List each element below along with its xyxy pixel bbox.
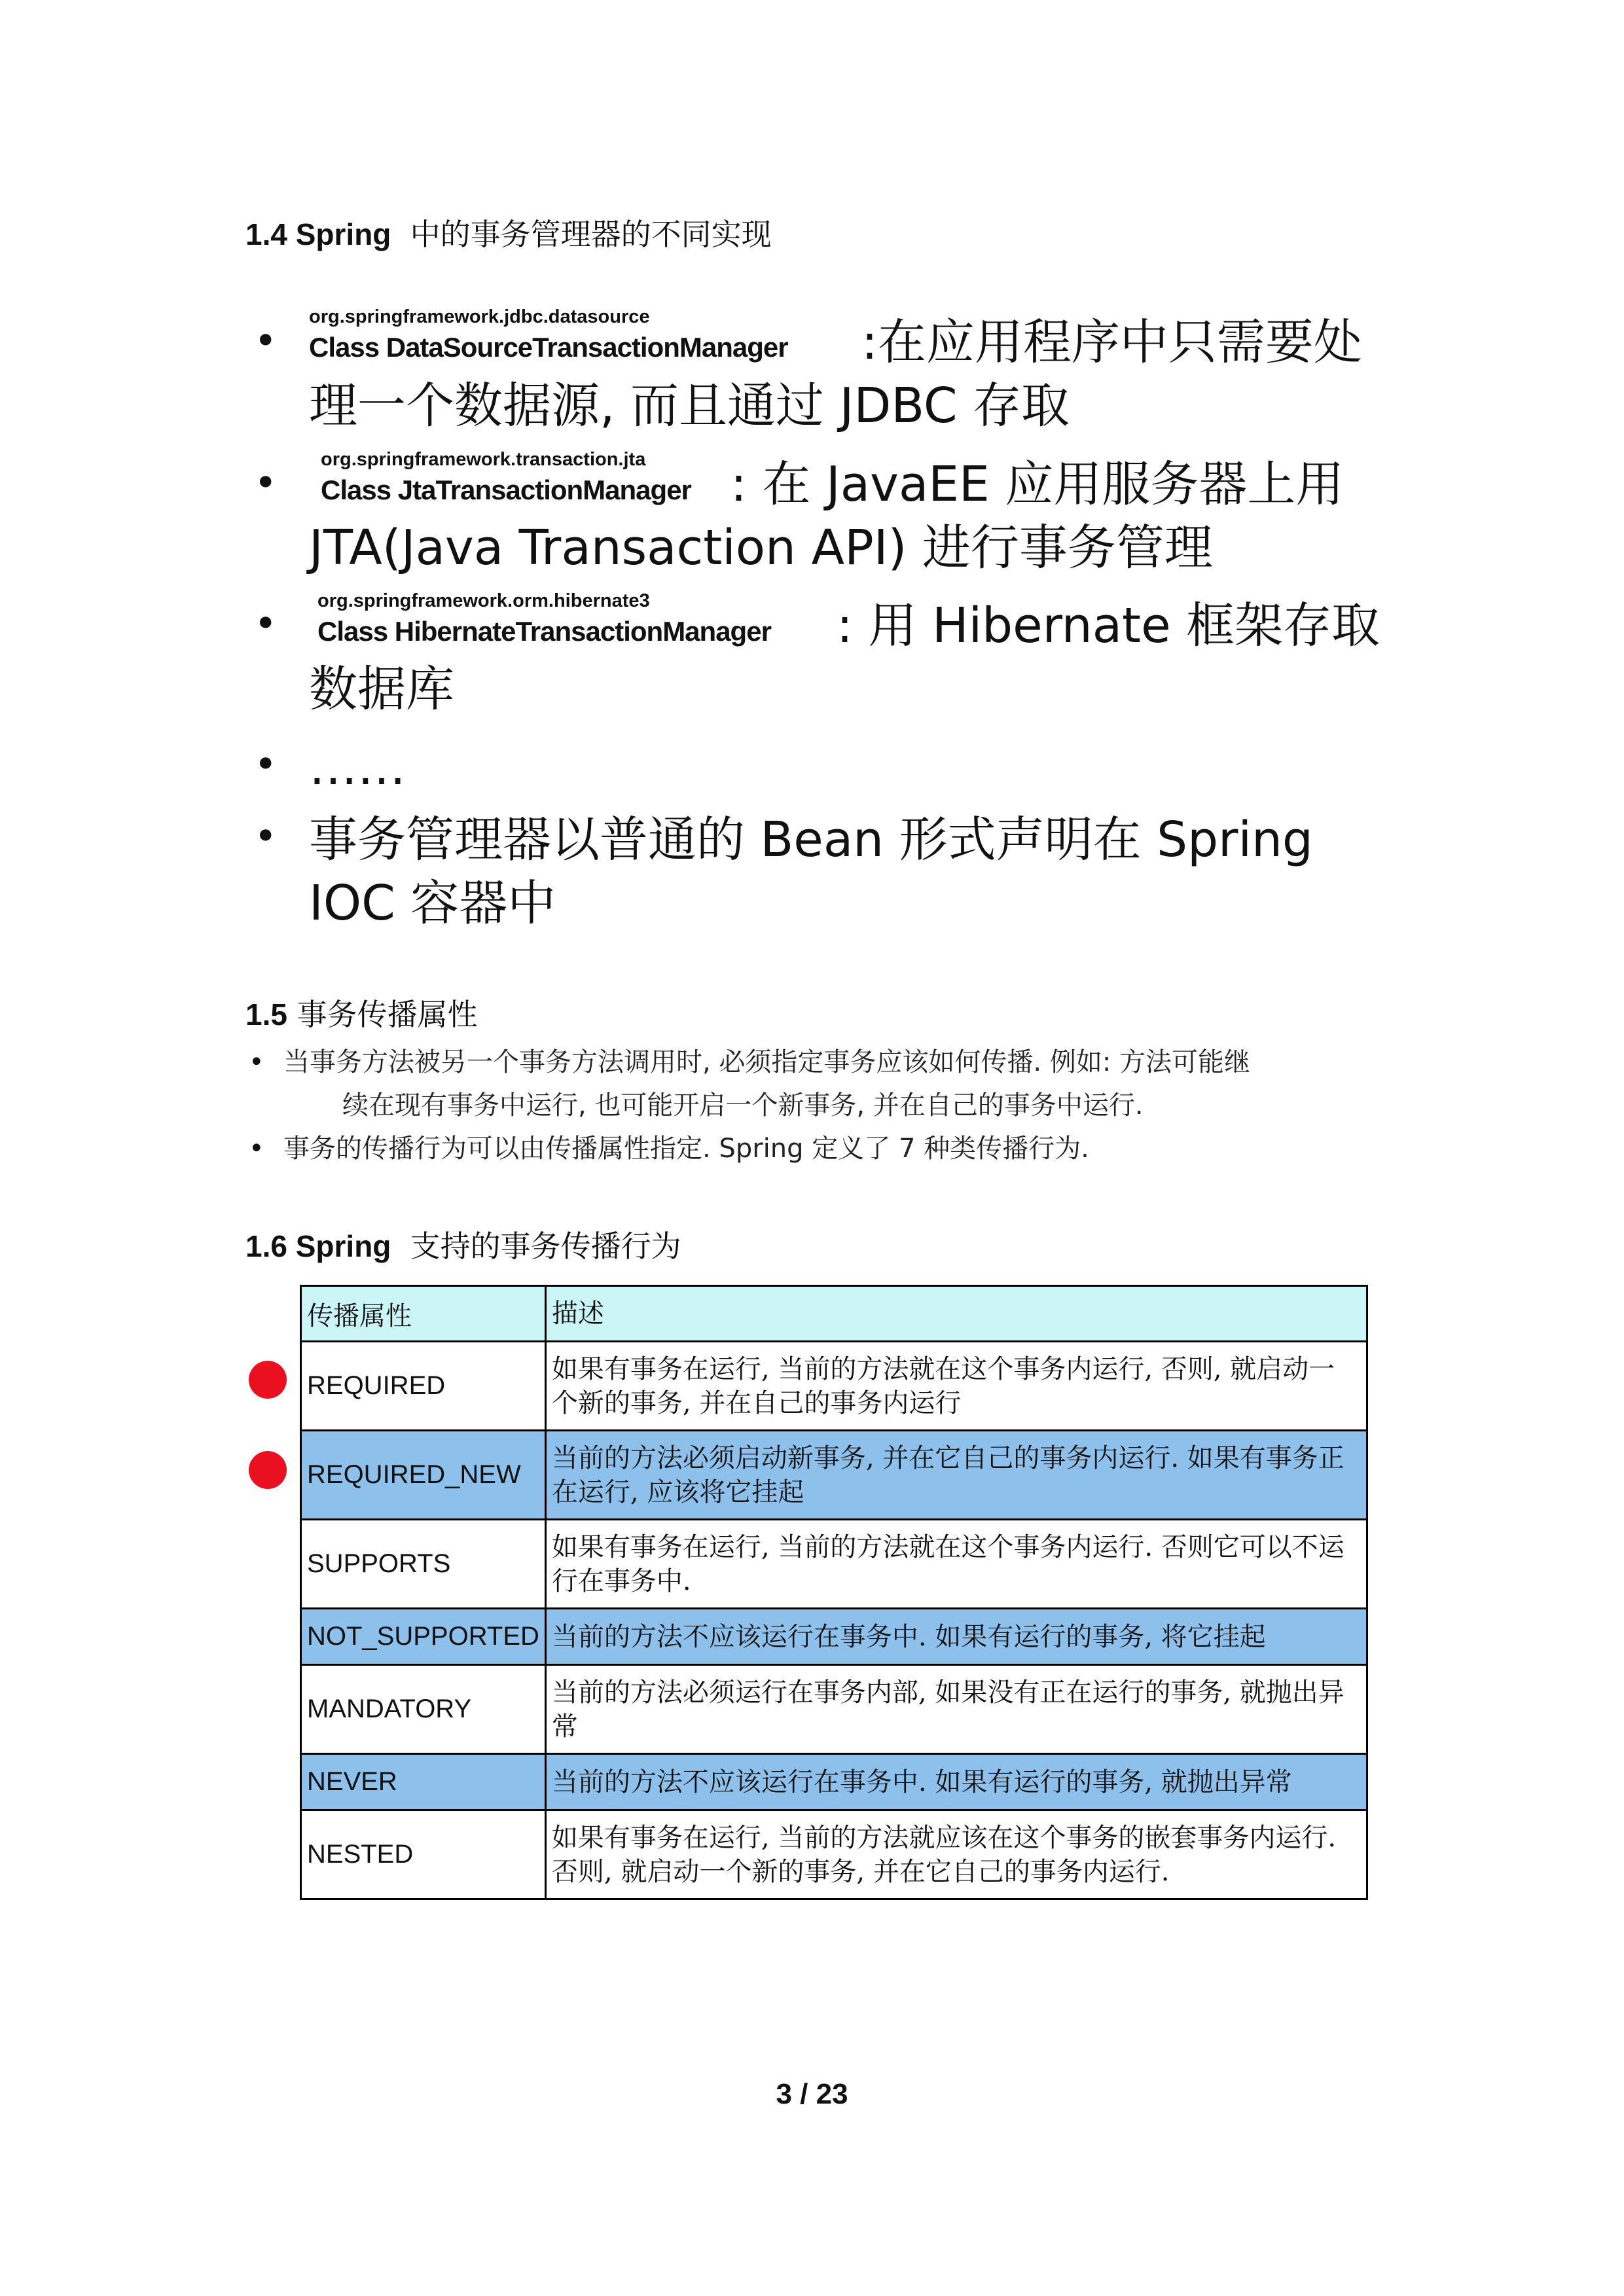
section-title: 支持的事务传播行为 [410,1229,681,1264]
propagation-table [300,1285,1368,1900]
manager-desc-line1: : 在 JavaEE 应用服务器上用 [731,456,1344,512]
table-row [301,1342,1367,1431]
class-name: Class JtaTransactionManager [321,475,691,505]
table-header-row [301,1286,1367,1342]
propagation-name: SUPPORTS [301,1520,546,1609]
bullet-icon: • [249,1134,264,1164]
propagation-name: NESTED [301,1810,546,1899]
table-header: 描述 [545,1286,1367,1342]
section-heading-1-4 [245,211,772,254]
propagation-name: REQUIRED_NEW [301,1431,546,1520]
section-number: 1.5 [245,997,287,1031]
red-dot-marker [249,1451,287,1489]
table-row [301,1609,1367,1665]
section-heading-1-6 [245,1223,681,1266]
table-row [301,1665,1367,1754]
package-name: org.springframework.jdbc.datasource [309,306,650,327]
section-title: 事务传播属性 [297,997,478,1032]
section-number: 1.6 Spring [245,1229,391,1263]
propagation-desc: 当前的方法必须启动新事务, 并在它自己的事务内运行. 如果有事务正在运行, 应该将它挂起 [545,1431,1367,1520]
declare-line1: 事务管理器以普通的 Bean 形式声明在 Spring [309,812,1313,868]
bullet-icon: • [254,601,278,647]
section-number: 1.4 Spring [245,217,391,251]
bullet-icon: • [254,460,278,506]
class-name: Class HibernateTransactionManager [317,616,771,647]
propagation-desc: 当前的方法必须运行在事务内部, 如果没有正在运行的事务, 就抛出异常 [545,1665,1367,1754]
bullet-icon: • [249,1047,264,1077]
propagation-name: NOT_SUPPORTED [301,1609,546,1665]
manager-desc-line2: JTA(Java Transaction API) 进行事务管理 [309,520,1213,576]
ellipsis-text: …… [309,740,406,796]
paragraph-line: 当事务方法被另一个事务方法调用时, 必须指定事务应该如何传播. 例如: 方法可能继 [283,1047,1251,1077]
manager-desc-line1: :在应用程序中只需要处 [861,314,1362,370]
bullet-icon: • [254,742,278,787]
propagation-name: MANDATORY [301,1665,546,1754]
propagation-name: REQUIRED [301,1342,546,1431]
table-header: 传播属性 [301,1286,546,1342]
bullet-icon: • [254,318,278,364]
manager-desc-line2: 理一个数据源, 而且通过 JDBC 存取 [309,378,1070,434]
section-title: 中的事务管理器的不同实现 [410,217,772,252]
table-row [301,1754,1367,1810]
red-dot-marker [249,1361,287,1399]
paragraph-line: 事务的传播行为可以由传播属性指定. Spring 定义了 7 种类传播行为. [283,1134,1089,1164]
propagation-desc: 当前的方法不应该运行在事务中. 如果有运行的事务, 就抛出异常 [545,1754,1367,1810]
table-row [301,1431,1367,1520]
package-name: org.springframework.orm.hibernate3 [317,590,650,611]
manager-desc-line1: : 用 Hibernate 框架存取 [837,598,1380,654]
propagation-desc: 如果有事务在运行, 当前的方法就在这个事务内运行, 否则, 就启动一个新的事务, 并在自己的事务内运行 [545,1342,1367,1431]
table-row [301,1810,1367,1899]
class-name: Class DataSourceTransactionManager [309,332,788,363]
propagation-desc: 当前的方法不应该运行在事务中. 如果有运行的事务, 将它挂起 [545,1609,1367,1665]
propagation-desc: 如果有事务在运行, 当前的方法就在这个事务内运行. 否则它可以不运行在事务中. [545,1520,1367,1609]
package-name: org.springframework.transaction.jta [321,449,646,470]
manager-desc-line2: 数据库 [309,661,454,717]
bullet-icon: • [254,814,278,859]
propagation-name: NEVER [301,1754,546,1810]
section-heading-1-5 [245,991,478,1034]
paragraph-line: 续在现有事务中运行, 也可能开启一个新事务, 并在自己的事务中运行. [342,1090,1144,1121]
table-row [301,1520,1367,1609]
page-number: 3 / 23 [776,2078,848,2110]
declare-line2: IOC 容器中 [309,875,556,931]
propagation-desc: 如果有事务在运行, 当前的方法就应该在这个事务的嵌套事务内运行. 否则, 就启动一个新的事务, 并在它自己的事务内运行. [545,1810,1367,1899]
